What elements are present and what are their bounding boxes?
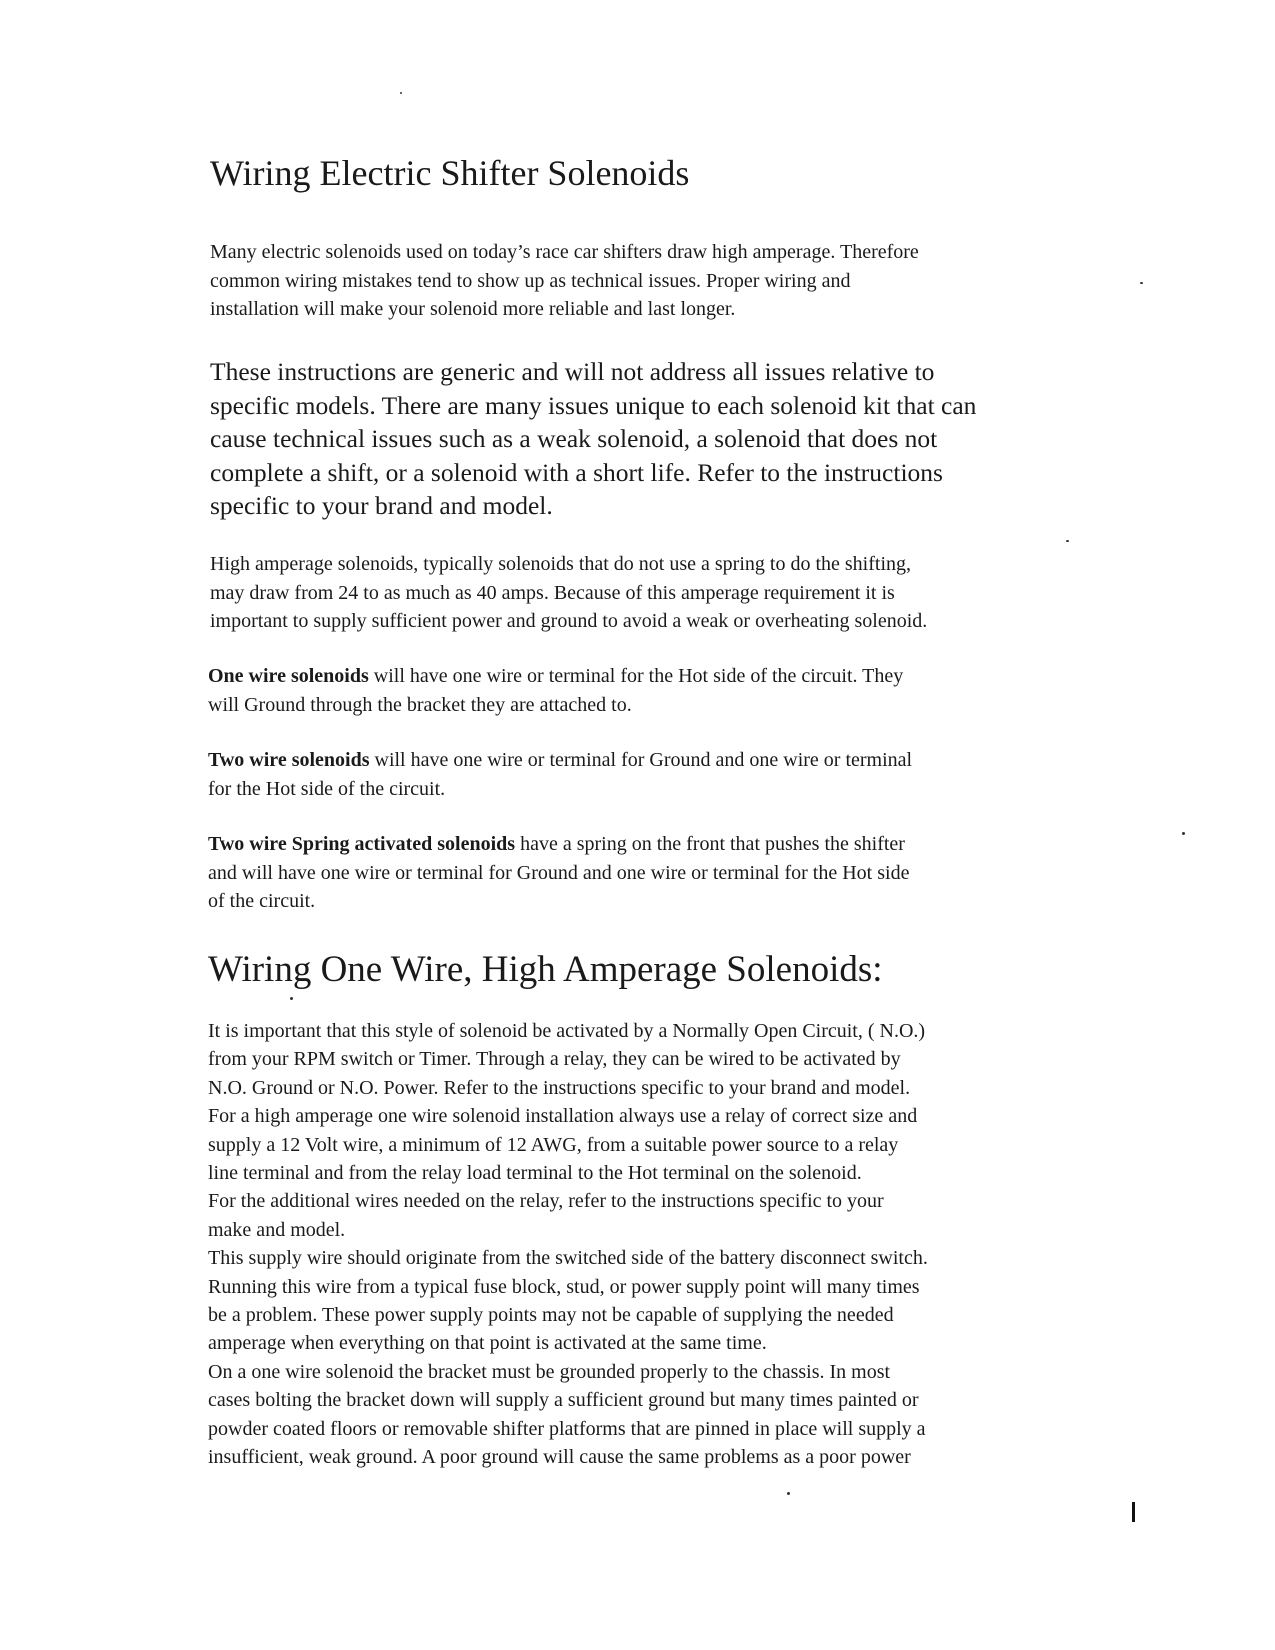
- spring-wire-paragraph: [208, 830, 909, 916]
- one-wire-term: One wire solenoids: [208, 665, 369, 687]
- intro-line: common wiring mistakes tend to show up as technical issues. Proper wiring and: [210, 269, 851, 292]
- body-line: line terminal and from the relay load terminal to the Hot terminal on the solenoid.: [208, 1162, 862, 1185]
- scan-speck: [787, 1492, 790, 1495]
- spring-wire-line: of the circuit.: [208, 890, 316, 912]
- two-wire-paragraph: [208, 746, 912, 803]
- body-line: amperage when everything on that point is activated at the same time.: [208, 1332, 767, 1355]
- body-line: It is important that this style of solenoid be activated by a Normally Open Circuit, ( N.O.): [208, 1020, 926, 1042]
- body-line: Running this wire from a typical fuse block, stud, or power supply point will many times: [208, 1275, 920, 1298]
- body-line: On a one wire solenoid the bracket must be grounded properly to the chassis. In most: [208, 1360, 891, 1383]
- body-line: insufficient, weak ground. A poor ground will cause the same problems as a poor power: [208, 1446, 911, 1469]
- body-line: from your RPM switch or Timer. Through a relay, they can be wired to be activated by: [208, 1048, 901, 1071]
- generic-line: These instructions are generic and will not address all issues relative to: [210, 357, 935, 386]
- body-line: supply a 12 Volt wire, a minimum of 12 AWG, from a suitable power source to a relay: [208, 1133, 899, 1156]
- body-line: For the additional wires needed on the relay, refer to the instructions specific to your: [208, 1190, 884, 1213]
- one-wire-line: will Ground through the bracket they are attached to.: [208, 693, 632, 716]
- intro-line: Many electric solenoids used on today’s race car shifters draw high amperage. Therefore: [210, 241, 919, 263]
- page-title: Wiring Electric Shifter Solenoids: [210, 153, 690, 193]
- two-wire-line: [208, 746, 912, 775]
- amperage-line: important to supply sufficient power and ground to avoid a weak or overheating solenoid.: [210, 610, 928, 632]
- body-line: cases bolting the bracket down will supply a sufficient ground but many times painted or: [208, 1389, 919, 1412]
- generic-line: complete a shift, or a solenoid with a short life. Refer to the instructions: [210, 457, 943, 487]
- two-wire-term: Two wire solenoids: [208, 749, 370, 771]
- intro-line: installation will make your solenoid more reliable and last longer.: [210, 298, 736, 320]
- amperage-line: may draw from 24 to as much as 40 amps. Because of this amperage requirement it is: [210, 581, 895, 604]
- generic-line: cause technical issues such as a weak solenoid, a solenoid that does not: [210, 424, 938, 454]
- generic-line: specific models. There are many issues unique to each solenoid kit that can: [210, 390, 977, 420]
- scan-mark: [1132, 1502, 1135, 1522]
- scan-speck: [290, 997, 293, 1000]
- body-line: powder coated floors or removable shifter platforms that are pinned in place will supply a: [208, 1417, 926, 1440]
- scan-speck: [1066, 540, 1069, 542]
- body-line: N.O. Ground or N.O. Power. Refer to the instructions specific to your brand and model.: [208, 1076, 911, 1099]
- body-line: be a problem. These power supply points may not be capable of supplying the needed: [208, 1304, 894, 1327]
- body-line: For a high amperage one wire solenoid installation always use a relay of correct size and: [208, 1105, 918, 1128]
- body-paragraph: [208, 1017, 928, 1472]
- spring-wire-term: Two wire Spring activated solenoids: [208, 833, 516, 855]
- spring-wire-text: have a spring on the front that pushes the shifter: [515, 833, 905, 855]
- two-wire-line: for the Hot side of the circuit.: [208, 777, 446, 800]
- amperage-line: High amperage solenoids, typically solenoids that do not use a spring to do the shifting,: [210, 553, 912, 575]
- one-wire-paragraph: [208, 662, 903, 719]
- one-wire-text: will have one wire or terminal for the Hot side of the circuit. They: [368, 665, 904, 687]
- section-heading: Wiring One Wire, High Amperage Solenoids:: [208, 949, 883, 990]
- two-wire-text: will have one wire or terminal for Ground and one wire or terminal: [369, 749, 913, 771]
- scan-speck: [1140, 282, 1143, 284]
- scan-speck: [1182, 832, 1185, 835]
- generic-line: specific to your brand and model.: [210, 491, 553, 521]
- scan-speck: [400, 92, 402, 94]
- generic-notice-paragraph: [210, 355, 976, 523]
- spring-wire-line: and will have one wire or terminal for Ground and one wire or terminal for the Hot side: [208, 861, 910, 884]
- one-wire-line: [208, 662, 903, 691]
- spring-wire-line: [208, 830, 909, 859]
- intro-paragraph: [210, 238, 919, 324]
- amperage-paragraph: [210, 550, 927, 636]
- body-line: This supply wire should originate from the switched side of the battery disconnect switch.: [208, 1247, 928, 1270]
- body-line: make and model.: [208, 1218, 346, 1241]
